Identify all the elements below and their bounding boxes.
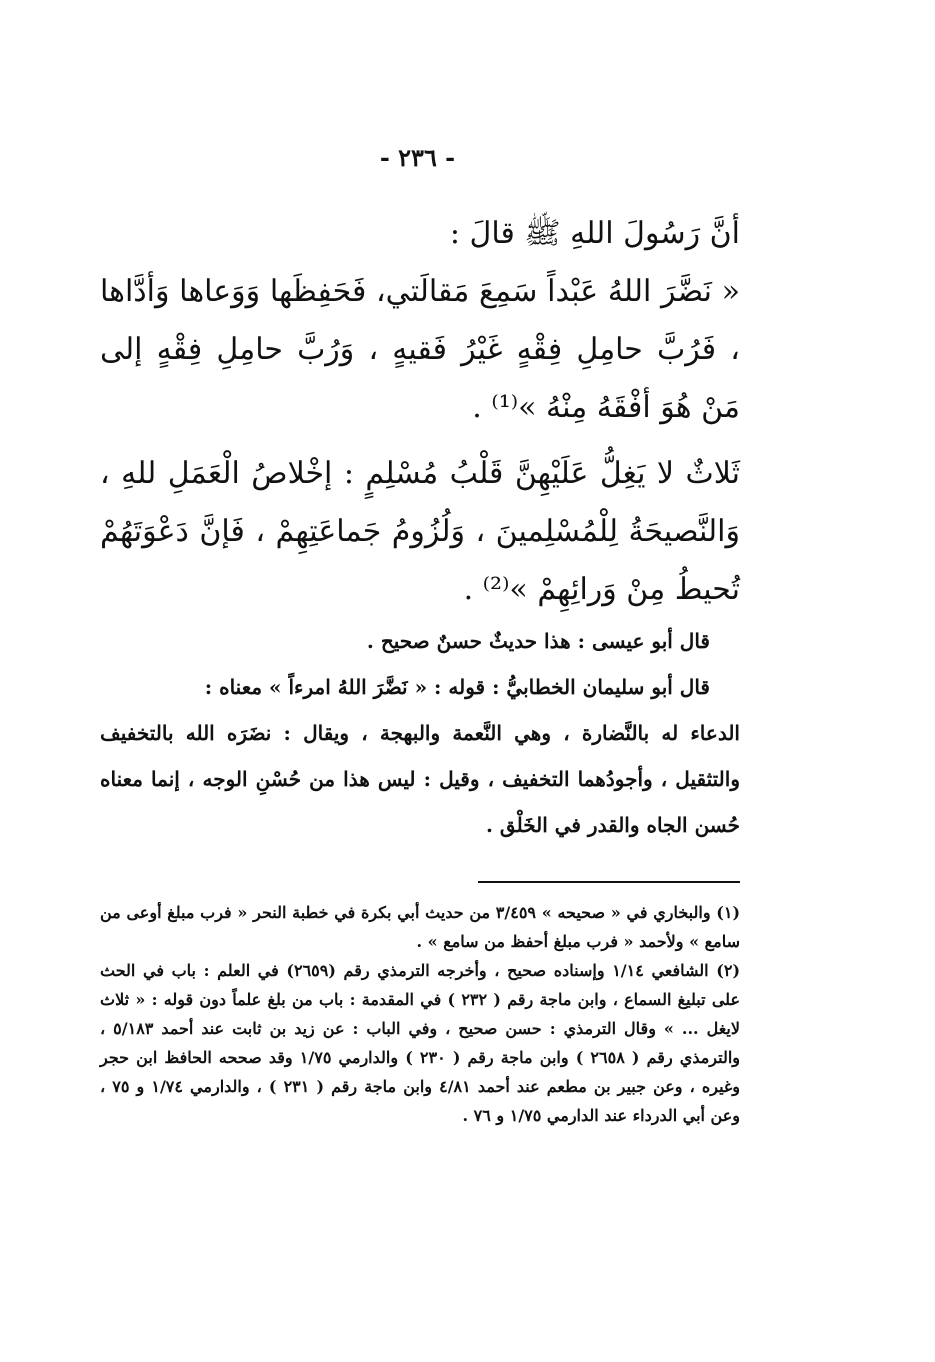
hadith-block-1 xyxy=(100,205,740,437)
footnotes-block xyxy=(100,898,740,1130)
hadith-1-text: « نَضَّرَ اللهُ عَبْداً سَمِعَ مَقالَتي، فَحَفِظَها وَوَعاها وَأدَّاها ، فَرُبَّ حامِلِ فِقْهٍ غَيْرُ فَقيهٍ ، وَرُبَّ حامِلِ فِقْهٍ إلى مَنْ هُوَ أفْقَهُ مِنْهُ »⁽¹⁾ . xyxy=(100,274,740,425)
footnote-divider xyxy=(478,881,740,883)
hadith-1-intro: أنَّ رَسُولَ اللهِ ﷺ قالَ : xyxy=(449,216,740,251)
page-number: - ٢٣٦ - xyxy=(379,143,456,172)
hadith-2-text: ثَلاثٌ لا يَغِلُّ عَلَيْهِنَّ قَلْبُ مُسْلِمٍ : إخْلاصُ الْعَمَلِ للهِ ، وَالنَّصيحَةُ لِلْمُسْلِمينَ ، وَلُزُومُ جَماعَتِهِمْ ، فَإنَّ دَعْوَتَهُمْ تُحيطُ مِنْ وَرائِهِمْ »⁽²⁾ . xyxy=(100,456,740,607)
abu-isa-grading: قال أبو عيسى : هذا حديثٌ حسنٌ صحيح . xyxy=(366,629,710,653)
khattabi-intro: قال أبو سليمان الخطابيُّ : قوله : « نَضَّرَ اللهُ امرءاً » معناه : xyxy=(204,675,710,699)
footnote-1: (١) والبخاري في « صحيحه » ٣/٤٥٩ من حديث أبي بكرة في خطبة النحر « فرب مبلغ أوعى من سامع » ولأحمد « فرب مبلغ أحفظ من سامع » . xyxy=(100,903,741,951)
hadith-block-2 xyxy=(100,445,740,619)
commentary-block xyxy=(100,618,740,848)
footnote-2: (٢) الشافعي ١/١٤ وإسناده صحيح ، وأخرجه الترمذي رقم (٢٦٥٩) في العلم : باب في الحث على تبليغ السماع ، وابن ماجة رقم ( ٢٣٢ ) في المقدمة : باب من بلغ علماً دون قوله : « ثلاث لايغل ... » وقال الترمذي : حسن صحيح ، وفي الباب : عن زيد بن ثابت عند أحمد ٥/١٨٣ ، والترمذي رقم ( ٢٦٥٨ ) وابن ماجة رقم ( ٢٣٠ ) والدارمي ١/٧٥ وقد صححه الحافظ ابن حجر وغيره ، وعن جبير بن مطعم عند أحمد ٤/٨١ وابن ماجة رقم ( ٢٣١ ) ، والدارمي ١/٧٤ و ٧٥ ، وعن أبي الدرداء عند الدارمي ١/٧٥ و ٧٦ . xyxy=(100,961,741,1125)
khattabi-explanation: الدعاء له بالنَّضارة ، وهي النَّعمة والبهجة ، ويقال : نضَرَه الله بالتخفيف والتثقيل ، وأجودُهما التخفيف ، وقيل : ليس هذا من حُسْنِ الوجه ، إنما معناه حُسن الجاه والقدر في الخَلْق . xyxy=(100,721,740,837)
